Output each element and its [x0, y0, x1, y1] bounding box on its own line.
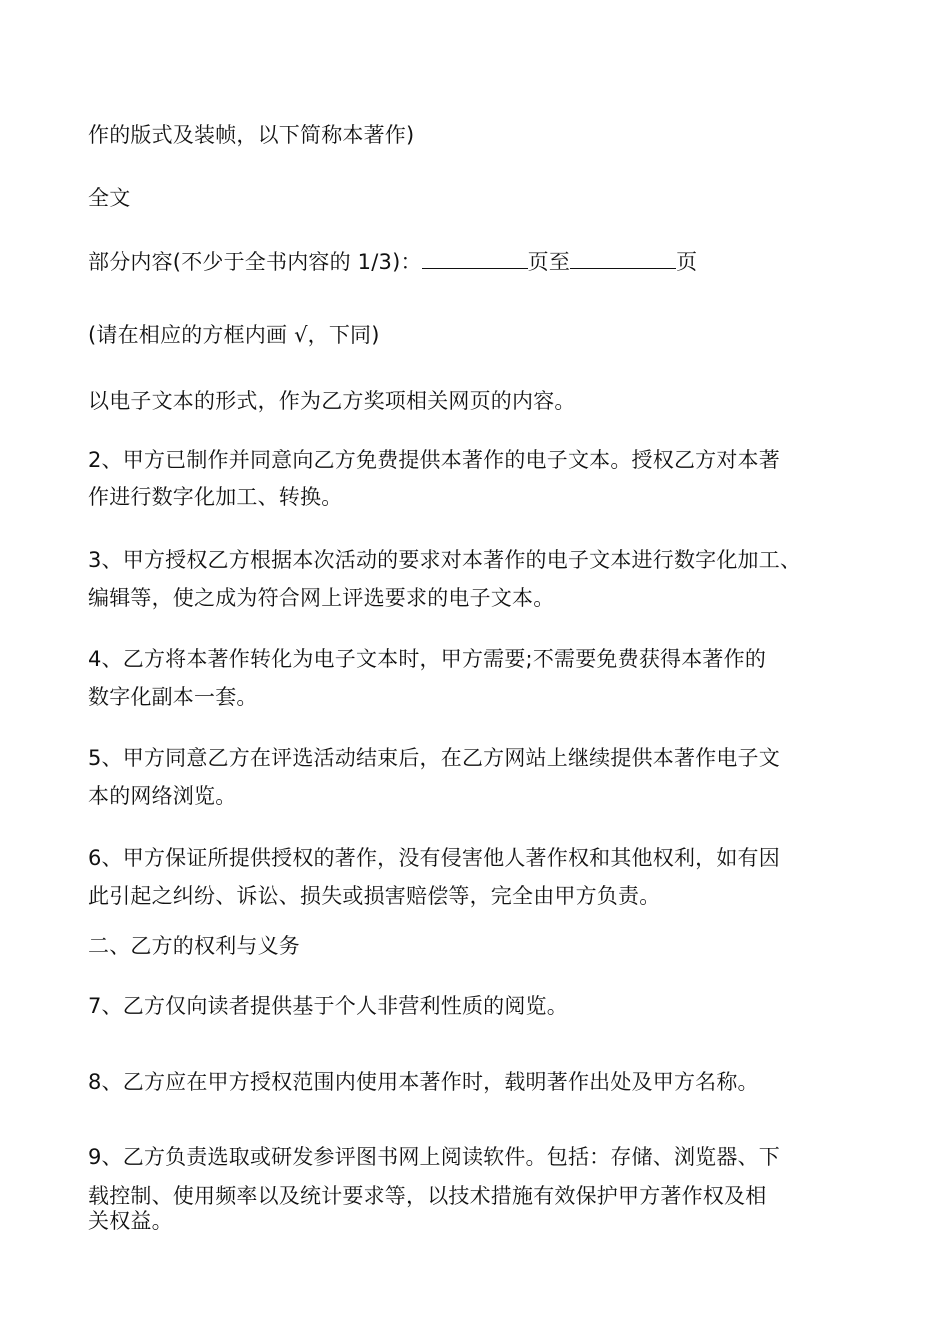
page-to-label: 页至 — [527, 250, 571, 274]
clause-5-line-2: 本的网络浏览。 — [88, 784, 237, 808]
text-line: 作的版式及装帧，以下简称本著作) — [88, 123, 415, 147]
clause-3-line-1: 3、甲方授权乙方根据本次活动的要求对本著作的电子文本进行数字化加工、 — [88, 548, 802, 572]
start-page-blank[interactable] — [422, 248, 528, 269]
clause-9-line-2: 载控制、使用频率以及统计要求等，以技术措施有效保护甲方著作权及相 — [88, 1184, 767, 1208]
section-heading: 二、乙方的权利与义务 — [88, 934, 300, 958]
instruction-note: (请在相应的方框内画 √，下同) — [88, 323, 380, 347]
text-line: 以电子文本的形式，作为乙方奖项相关网页的内容。 — [88, 389, 576, 413]
clause-9-line-1: 9、乙方负责选取或研发参评图书网上阅读软件。包括：存储、浏览器、下 — [88, 1145, 780, 1169]
end-page-blank[interactable] — [570, 248, 676, 269]
clause-9-line-3: 关权益。 — [88, 1209, 173, 1233]
clause-6-line-2: 此引起之纠纷、诉讼、损失或损害赔偿等，完全由甲方负责。 — [88, 884, 661, 908]
clause-6-line-1: 6、甲方保证所提供授权的著作，没有侵害他人著作权和其他权利，如有因 — [88, 846, 780, 870]
clause-4-line-2: 数字化副本一套。 — [88, 685, 258, 709]
clause-2-line-2: 作进行数字化加工、转换。 — [88, 485, 343, 509]
page-label: 页 — [676, 250, 698, 274]
clause-7: 7、乙方仅向读者提供基于个人非营利性质的阅览。 — [88, 994, 568, 1018]
clause-8: 8、乙方应在甲方授权范围内使用本著作时，载明著作出处及甲方名称。 — [88, 1070, 759, 1094]
clause-3-line-2: 编辑等，使之成为符合网上评选要求的电子文本。 — [88, 586, 555, 610]
clause-5-line-1: 5、甲方同意乙方在评选活动结束后，在乙方网站上继续提供本著作电子文 — [88, 746, 780, 770]
option-full-text: 全文 — [88, 186, 131, 210]
clause-2-line-1: 2、甲方已制作并同意向乙方免费提供本著作的电子文本。授权乙方对本著 — [88, 448, 780, 472]
clause-4-line-1: 4、乙方将本著作转化为电子文本时，甲方需要;不需要免费获得本著作的 — [88, 647, 767, 671]
option-partial-content — [88, 248, 697, 274]
partial-content-label: 部分内容(不少于全书内容的 1/3)： — [88, 250, 422, 274]
